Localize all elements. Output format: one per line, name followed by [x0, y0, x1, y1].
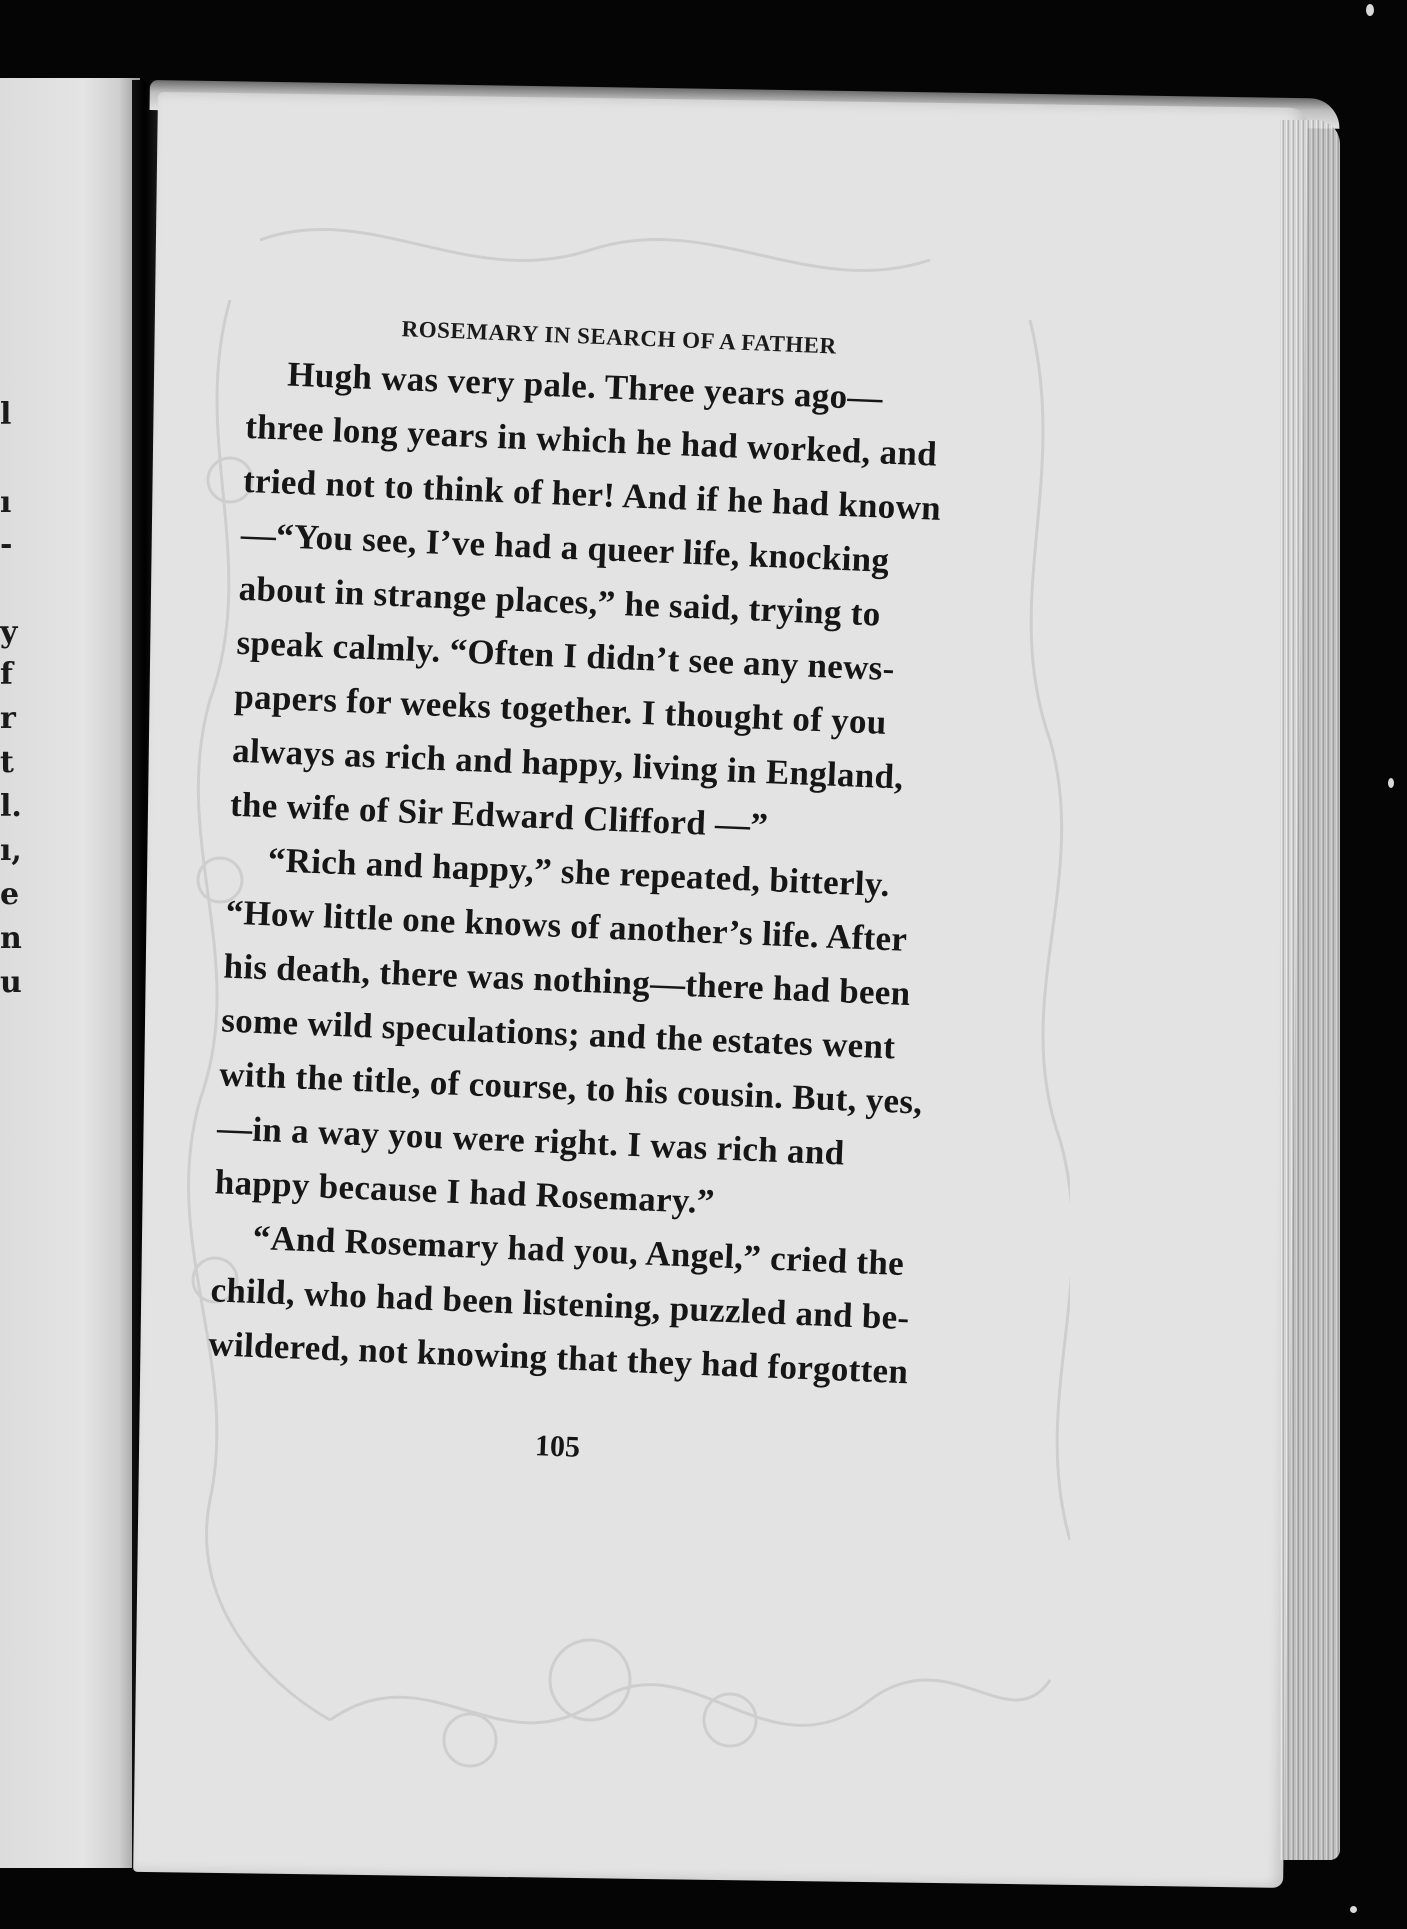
text-line: tried not to think of her! And if he had known: [242, 460, 942, 528]
text-line: his death, there was nothing—there had been: [222, 946, 912, 1014]
left-page-char: l: [0, 397, 12, 432]
left-page-char: -: [0, 527, 13, 562]
left-page-char: y: [0, 615, 18, 650]
scan-speck: [1366, 4, 1374, 16]
left-page-edge-text: [0, 78, 30, 1868]
scan-speck: [1388, 778, 1394, 788]
text-line: with the title, of course, to his cousin. But, yes,: [218, 1054, 924, 1122]
book-fore-edge: [1280, 120, 1340, 1860]
left-page-char: r: [0, 701, 16, 736]
text-line: speak calmly. “Often I didn’t see any news-: [235, 622, 896, 689]
left-page-char: ı,: [0, 833, 22, 868]
text-line: “Rich and happy,” she repeated, bitterly.: [267, 840, 891, 905]
text-line: child, who had been listening, puzzled and be-: [209, 1270, 911, 1338]
left-page-char: ı: [0, 485, 12, 520]
scan-speck: [1350, 1906, 1357, 1913]
left-page-char: e: [0, 877, 20, 912]
text-line: about in strange places,” he said, trying to: [238, 568, 882, 634]
text-line: three long years in which he had worked, and: [244, 406, 938, 474]
text-line: —“You see, I’ve had a queer life, knocking: [240, 514, 891, 580]
text-line: papers for weeks together. I thought of you: [233, 676, 888, 742]
page-number: 105: [534, 1429, 581, 1464]
running-head: ROSEMARY IN SEARCH OF A FATHER: [401, 316, 838, 359]
left-page-char: f: [0, 657, 13, 692]
left-page-char: u: [0, 965, 22, 1000]
body-text: [207, 346, 988, 1401]
text-line: “And Rosemary had you, Angel,” cried the: [252, 1217, 905, 1283]
text-line: —in a way you were right. I was rich and: [216, 1108, 846, 1173]
left-page-char: l.: [0, 789, 22, 824]
text-line: always as rich and happy, living in England,: [231, 730, 905, 797]
page-text-block: [207, 310, 989, 1401]
text-line: Hugh was very pale. Three years ago—: [286, 354, 884, 418]
text-line: some wild speculations; and the estates went: [220, 1000, 897, 1067]
text-line: “How little one knows of another’s life. After: [225, 892, 908, 959]
left-page-char: n: [0, 921, 22, 956]
left-page-char: t: [0, 745, 14, 780]
left-page: [0, 78, 140, 1868]
text-line: happy because I had Rosemary.”: [214, 1162, 716, 1222]
text-line: the wife of Sir Edward Clifford —”: [229, 784, 769, 846]
text-line: wildered, not knowing that they had forgotten: [207, 1324, 909, 1392]
